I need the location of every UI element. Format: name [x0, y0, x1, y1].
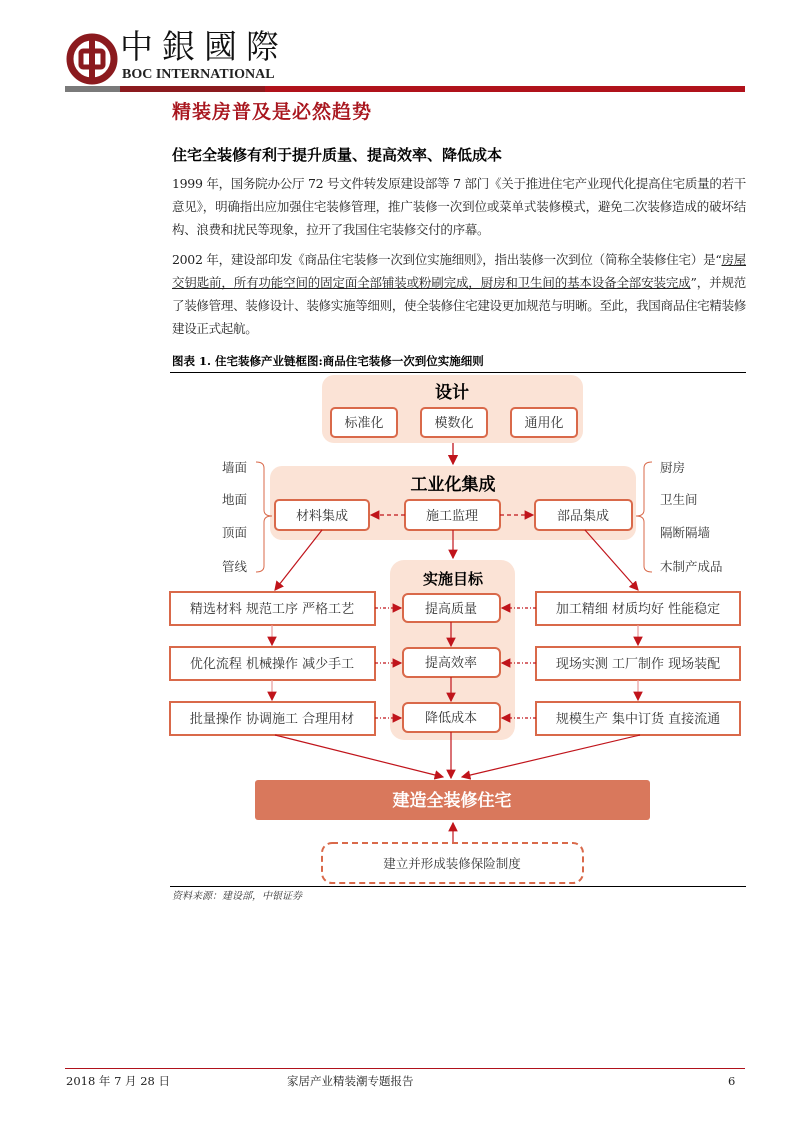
diagram-connector	[275, 735, 443, 777]
right-bracket	[636, 462, 652, 572]
targets-title: 实施目标	[422, 570, 484, 588]
diagram-connector	[462, 735, 640, 777]
target-quality: 提高质量	[424, 602, 478, 617]
footer-report-name: 家居产业精装潮专题报告	[287, 1074, 414, 1088]
footer-rule	[65, 1068, 745, 1069]
left-label-4: 管线	[222, 559, 248, 574]
support-text: 建立并形成装修保险制度	[383, 856, 521, 871]
logo-chinese-name: 中銀國際	[120, 27, 288, 66]
left-box-1: 精选材料 规范工序 严格工艺	[189, 602, 355, 617]
p2-text-before: 2002 年，建设部印发《商品住宅装修一次到位实施细则》，指出装修一次到位（简称全装修住宅）是“	[172, 252, 722, 267]
section-title: 精装房普及是必然趋势	[172, 101, 373, 123]
construction-supervision: 施工监理	[425, 509, 479, 524]
left-label-3: 顶面	[222, 525, 248, 540]
figure-bottom-rule	[170, 886, 746, 887]
left-bracket	[256, 462, 272, 572]
right-label-4: 木制产成品	[660, 559, 723, 574]
right-label-2: 卫生间	[660, 492, 698, 507]
footer-date: 2018 年 7 月 28 日	[66, 1074, 170, 1088]
right-box-2: 现场实测 工厂制作 现场装配	[555, 657, 721, 672]
left-box-3: 批量操作 协调施工 合理用材	[189, 712, 355, 727]
right-box-3: 规模生产 集中订货 直接流通	[555, 712, 721, 727]
figure-title: 图表 1. 住宅装修产业链框图:商品住宅装修一次到位实施细则	[172, 354, 484, 368]
target-cost: 降低成本	[424, 711, 478, 726]
design-standardization: 标准化	[344, 416, 384, 431]
right-box-1: 加工精细 材质均好 性能稳定	[555, 602, 721, 617]
p2-text-after: ”，并规范了装修管理、装修设计、装修实施等细则，使全装修住宅建设更加规范与明晰。至此，我国商品住宅精装修建设正式起航。	[172, 275, 747, 336]
paragraph-1999: 1999 年，国务院办公厅 72 号文件转发原建设部等 7 部门《关于推进住宅产业现代化提高住宅质量的若干意见》，明确指出应加强住宅装修管理，推广装修一次到位或菜单式装修模式，避免二次装修造成的破坏结构、浪费和扰民等现象，拉开了我国住宅装修交付的序幕。	[172, 176, 746, 237]
subsection-heading: 住宅全装修有利于提升质量、提高效率、降低成本	[172, 146, 503, 164]
industrial-title: 工业化集成	[410, 475, 496, 495]
design-generalization: 通用化	[524, 416, 564, 431]
design-modularization: 模数化	[434, 416, 474, 431]
logo-english-name: BOC INTERNATIONAL	[122, 67, 275, 82]
footer-page-number: 6	[728, 1074, 736, 1088]
design-title: 设计	[435, 383, 469, 403]
figure-source: 资料来源：建设部，中银证券	[172, 891, 302, 902]
right-label-3: 隔断隔墙	[660, 525, 711, 540]
left-label-2: 地面	[222, 492, 248, 507]
diagram-g	[344, 415, 563, 431]
p2-quote: 房屋交钥匙前，所有功能空间的固定面全部铺装或粉刷完成，厨房和卫生间的基本设备全部安装完成	[172, 252, 747, 290]
result-text: 建造全装修住宅	[392, 791, 512, 811]
target-efficiency: 提高效率	[424, 656, 478, 671]
right-label-1: 厨房	[660, 460, 686, 475]
component-integration: 部品集成	[556, 509, 610, 524]
left-label-1: 墙面	[222, 460, 248, 475]
left-box-2: 优化流程 机械操作 减少手工	[189, 657, 355, 672]
material-integration: 材料集成	[295, 509, 349, 524]
